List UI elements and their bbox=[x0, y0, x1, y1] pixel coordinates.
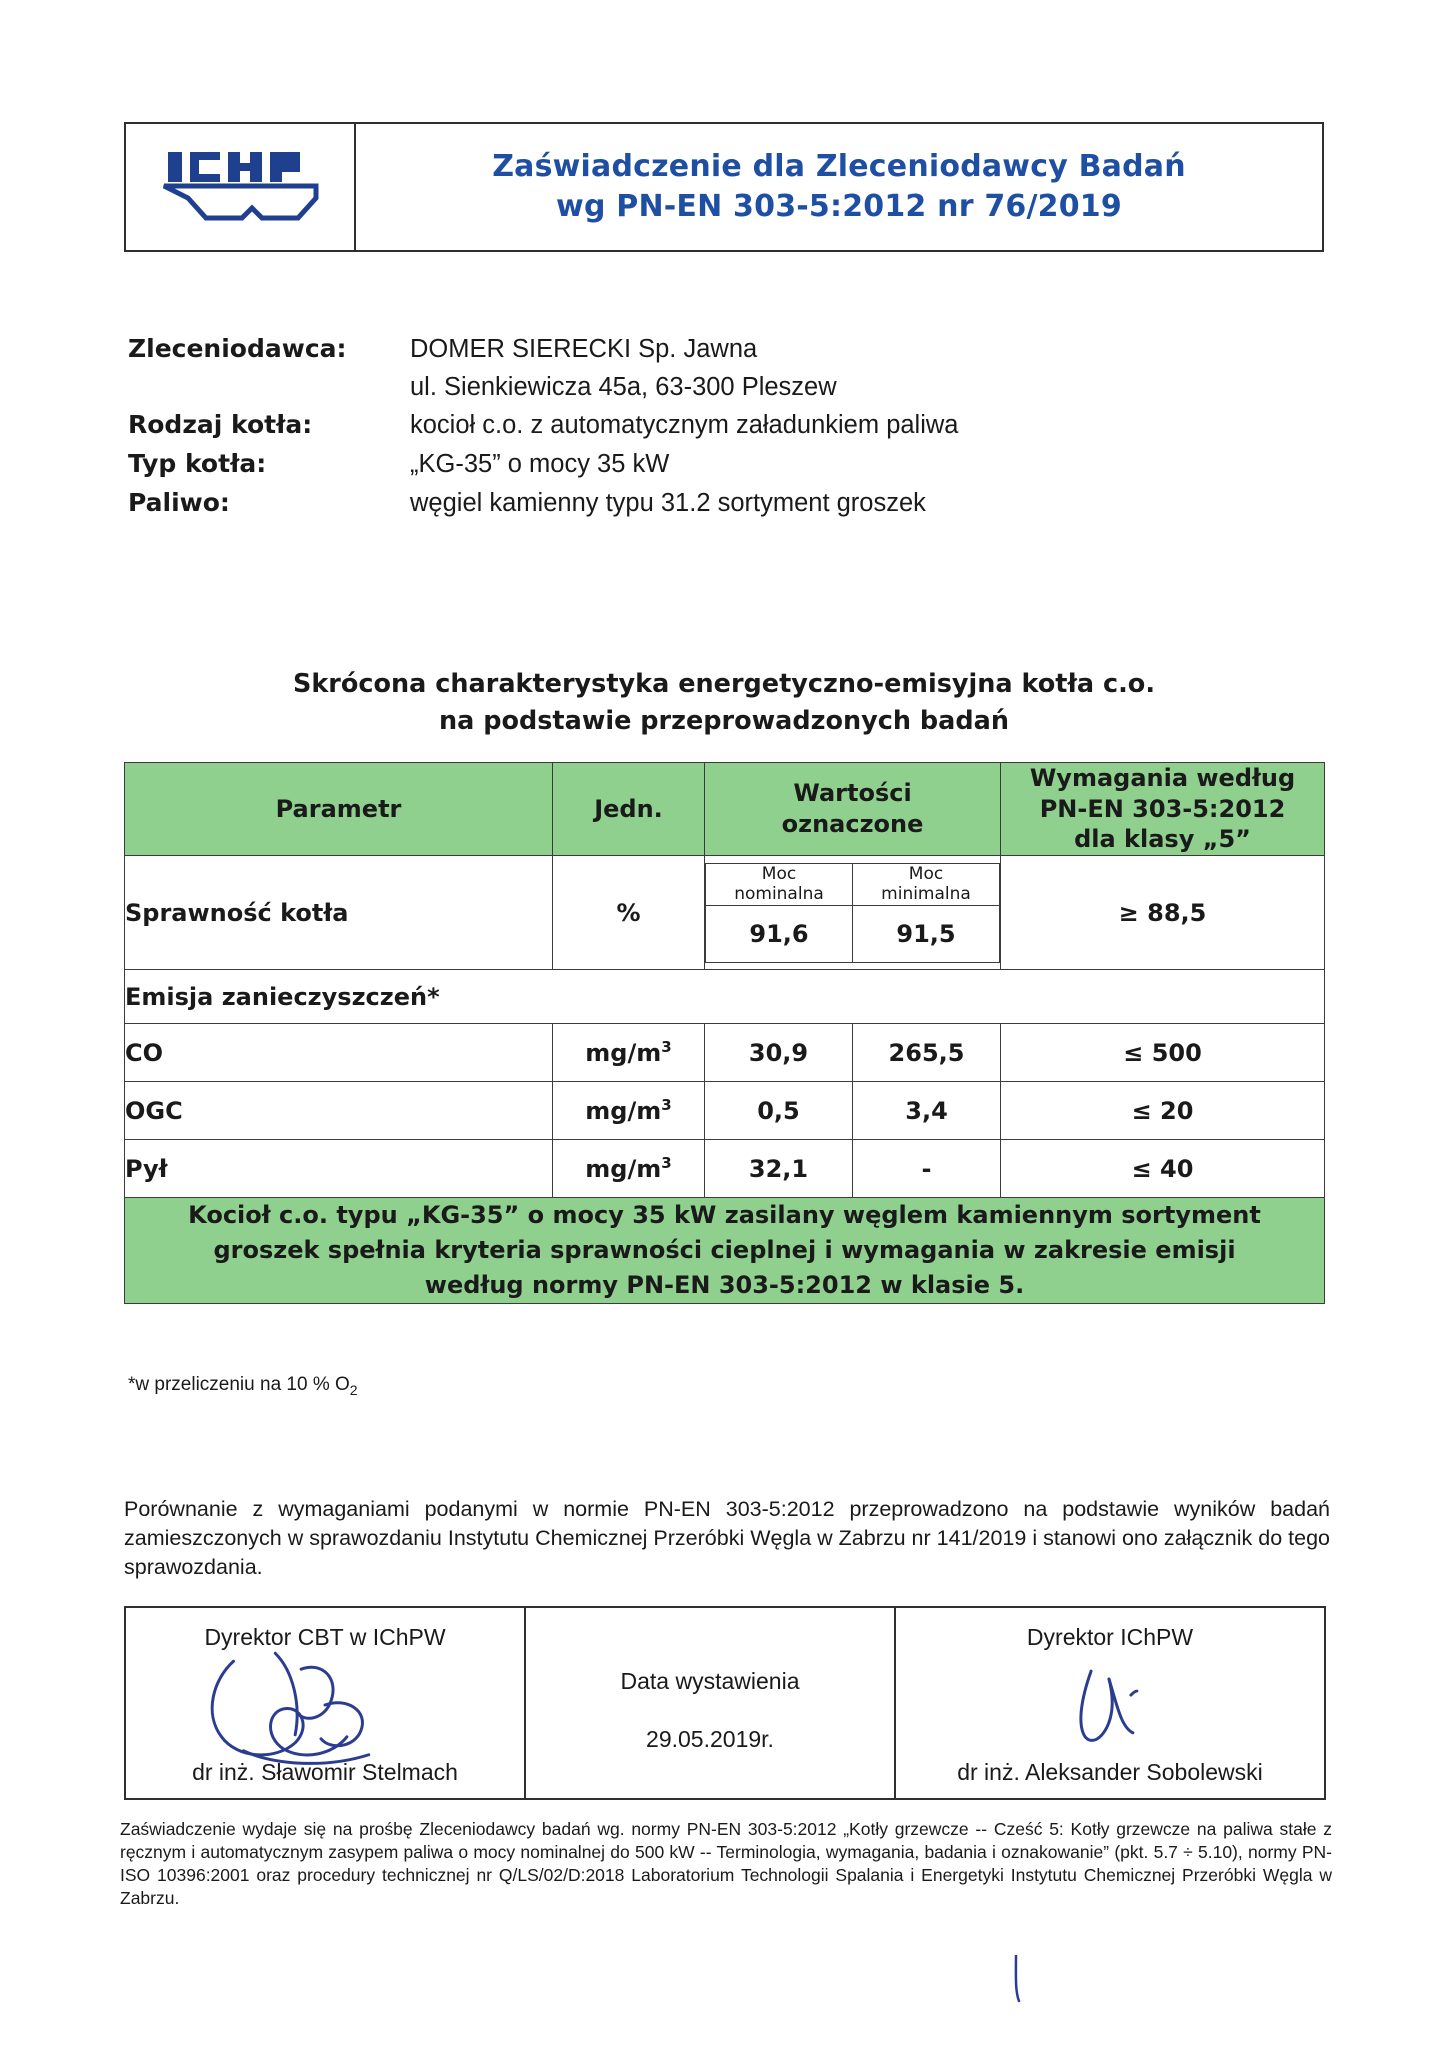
cell-sprawnosc-unit: % bbox=[553, 856, 705, 970]
signature-table bbox=[124, 1606, 1324, 1800]
section-title-line2: na podstawie przeprowadzonych badań bbox=[438, 705, 1009, 736]
cell-ogc-unit-sup: 3 bbox=[661, 1096, 672, 1115]
table-row-co bbox=[125, 1024, 1325, 1082]
subheader-moc-nominalna bbox=[706, 863, 853, 905]
cell-co-unit-text: mg/m bbox=[585, 1039, 662, 1068]
header-wymagania-line2: PN-EN 303-5:2012 bbox=[1039, 794, 1286, 823]
cell-co-unit-sup: 3 bbox=[661, 1038, 672, 1057]
cell-co-name: CO bbox=[125, 1024, 553, 1082]
table-row-conclusion bbox=[125, 1198, 1325, 1303]
value-sprawnosc-nominalna: 91,6 bbox=[706, 905, 853, 962]
value-ogc-minimalna: 3,4 bbox=[853, 1082, 1001, 1140]
cell-ogc-unit-text: mg/m bbox=[585, 1097, 662, 1126]
value-co-nominalna: 30,9 bbox=[705, 1024, 853, 1082]
signature-left-title: Dyrektor CBT w IChPW bbox=[204, 1624, 446, 1650]
cell-sprawnosc-name: Sprawność kotła bbox=[125, 856, 553, 970]
header-wymagania bbox=[1001, 763, 1325, 856]
section-title bbox=[124, 666, 1324, 740]
ink-tail-mark bbox=[1007, 1955, 1025, 2005]
signature-date-label: Data wystawienia bbox=[620, 1668, 800, 1694]
subheader-moc-nominalna-l2: nominalna bbox=[734, 884, 824, 905]
subheader-moc-nominalna-l1: Moc bbox=[761, 863, 797, 884]
results-table bbox=[124, 762, 1324, 1304]
label-zleceniodawca: Zleceniodawca: bbox=[128, 334, 347, 363]
conclusion-text bbox=[125, 1198, 1325, 1303]
header-wartosci-line1: Wartości bbox=[793, 779, 912, 808]
header-wartosci-oznaczone bbox=[705, 763, 1001, 856]
table-row-emisja-header bbox=[125, 970, 1325, 1024]
client-row-zleceniodawca bbox=[128, 330, 1328, 369]
value-pyl-minimalna: - bbox=[853, 1140, 1001, 1198]
table-row-pyl bbox=[125, 1140, 1325, 1198]
value-co-wymaganie: ≤ 500 bbox=[1001, 1024, 1325, 1082]
client-info-block bbox=[128, 330, 1328, 523]
cell-emisja-label: Emisja zanieczyszczeń* bbox=[125, 970, 1325, 1024]
signature-cell-left bbox=[125, 1607, 525, 1799]
header-parametr: Parametr bbox=[125, 763, 553, 856]
cell-pyl-unit bbox=[553, 1140, 705, 1198]
signature-cell-date bbox=[525, 1607, 895, 1799]
value-ogc-wymaganie: ≤ 20 bbox=[1001, 1082, 1325, 1140]
signature-left-name: dr inż. Sławomir Stelmach bbox=[192, 1759, 458, 1785]
document-header bbox=[124, 122, 1324, 252]
ichpw-logo bbox=[126, 124, 356, 250]
header-wartosci-line2: oznaczone bbox=[781, 810, 924, 839]
client-row-typ-kotla bbox=[128, 445, 1328, 484]
value-adres: ul. Sienkiewicza 45a, 63-300 Pleszew bbox=[410, 372, 837, 401]
document-title-line1: Zaświadczenie dla Zleceniodawcy Badań bbox=[492, 148, 1186, 184]
subheader-moc-minimalna-l1: Moc bbox=[908, 863, 944, 884]
table-footnote bbox=[128, 1374, 358, 1398]
subheader-moc-minimalna bbox=[853, 863, 1000, 905]
signature-cell-right bbox=[895, 1607, 1325, 1799]
value-ogc-nominalna: 0,5 bbox=[705, 1082, 853, 1140]
cell-ogc-name: OGC bbox=[125, 1082, 553, 1140]
document-title-line2: wg PN-EN 303-5:2012 nr 76/2019 bbox=[556, 189, 1122, 224]
footnote-text: *w przeliczeniu na 10 % O bbox=[128, 1374, 350, 1395]
value-sprawnosc-minimalna: 91,5 bbox=[853, 905, 1000, 962]
header-wymagania-line1: Wymagania według bbox=[1029, 764, 1296, 792]
value-zleceniodawca: DOMER SIERECKI Sp. Jawna bbox=[410, 335, 758, 363]
client-row-rodzaj-kotla bbox=[128, 406, 1328, 445]
label-paliwo: Paliwo: bbox=[128, 487, 230, 517]
signature-date-value: 29.05.2019r. bbox=[646, 1726, 774, 1752]
conclusion-line1: Kocioł c.o. typu „KG-35” o mocy 35 kW zasilany węglem kamiennym sortyment bbox=[188, 1201, 1261, 1230]
table-row-sprawnosc bbox=[125, 856, 1325, 970]
cell-sprawnosc-values bbox=[705, 856, 1001, 970]
cell-pyl-unit-sup: 3 bbox=[661, 1154, 672, 1173]
table-header-row bbox=[125, 763, 1325, 856]
document-title bbox=[356, 124, 1322, 250]
conclusion-line3: według normy PN-EN 303-5:2012 w klasie 5. bbox=[424, 1270, 1025, 1299]
client-row-paliwo bbox=[128, 484, 1328, 523]
value-sprawnosc-wymaganie: ≥ 88,5 bbox=[1001, 856, 1325, 970]
cell-pyl-unit-text: mg/m bbox=[585, 1155, 662, 1184]
cell-co-unit bbox=[553, 1024, 705, 1082]
signature-right-name: dr inż. Aleksander Sobolewski bbox=[957, 1759, 1263, 1785]
signature-right-title: Dyrektor IChPW bbox=[1026, 1624, 1194, 1650]
cell-ogc-unit bbox=[553, 1082, 705, 1140]
label-typ-kotla: Typ kotła: bbox=[128, 449, 267, 479]
value-paliwo: węgiel kamienny typu 31.2 sortyment groszek bbox=[410, 488, 926, 517]
value-rodzaj-kotla: kocioł c.o. z automatycznym załadunkiem paliwa bbox=[410, 411, 959, 440]
comparison-paragraph: Porównanie z wymaganiami podanymi w normie PN-EN 303-5:2012 przeprowadzono na podstawie wyników badań zamieszczonych w sprawozdaniu Instytutu Chemicznej Przeróbki Węgla w Zabrzu nr 141/2019 i stanowi ono załącznik do tego sprawozdania. bbox=[124, 1497, 1330, 1580]
table-row-ogc bbox=[125, 1082, 1325, 1140]
value-pyl-nominalna: 32,1 bbox=[705, 1140, 853, 1198]
value-pyl-wymaganie: ≤ 40 bbox=[1001, 1140, 1325, 1198]
value-co-minimalna: 265,5 bbox=[853, 1024, 1001, 1082]
label-rodzaj-kotla: Rodzaj kotła: bbox=[128, 410, 313, 440]
cell-pyl-name: Pył bbox=[125, 1140, 553, 1198]
value-typ-kotla: „KG-35” o mocy 35 kW bbox=[410, 450, 670, 479]
legal-note: Zaświadczenie wydaje się na prośbę Zleceniodawcy badań wg. normy PN-EN 303-5:2012 „Kotły grzewcze -- Cześć 5: Kotły grzewcze na paliwa stałe z ręcznym i automatycznym zasypem paliwa o mocy nominalnej do 500 kW -- Terminologia, wymagania, badania i oznakowanie” (pkt. 5.7 ÷ 5.10), normy PN-ISO 10396:2001 oraz procedury technicznej nr Q/LS/02/D:2018 Laboratorium Technologii Spalania i Energetyki Instytutu Chemicznej Przeróbki Węgla w Zabrzu. bbox=[120, 1819, 1332, 1909]
footnote-subscript: 2 bbox=[349, 1381, 358, 1398]
header-wymagania-line3: dla klasy „5” bbox=[1074, 825, 1251, 854]
subheader-moc-minimalna-l2: minimalna bbox=[881, 884, 971, 905]
ichpw-logo-icon bbox=[150, 144, 330, 230]
section-title-line1: Skrócona charakterystyka energetyczno-emisyjna kotła c.o. bbox=[292, 669, 1156, 699]
conclusion-line2: groszek spełnia kryteria sprawności cieplnej i wymagania w zakresie emisji bbox=[213, 1235, 1236, 1264]
header-jedn: Jedn. bbox=[553, 763, 705, 856]
